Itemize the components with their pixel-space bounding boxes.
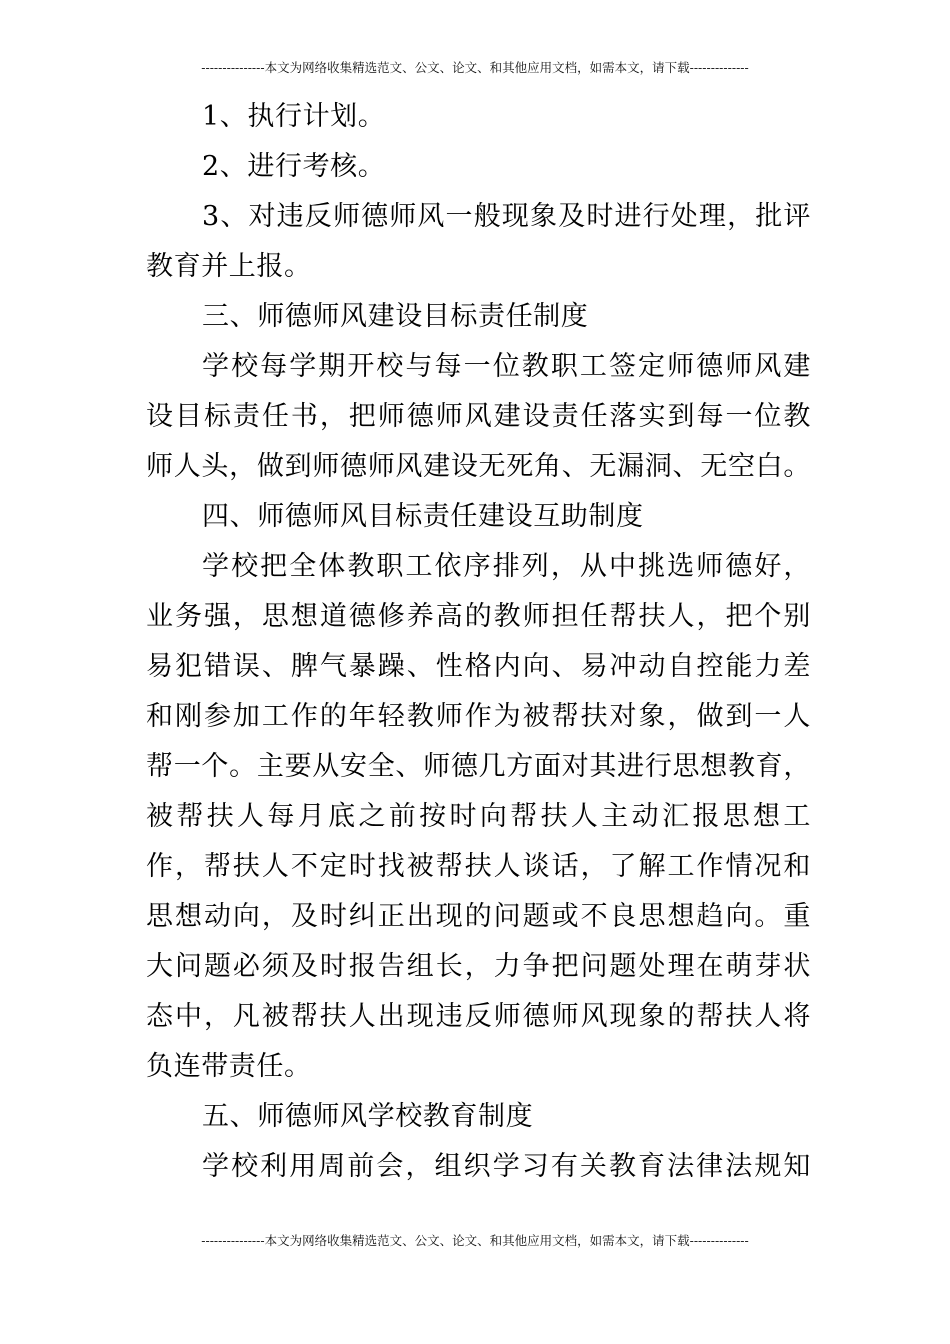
header-note: ---------------本文为网络收集精选范文、公文、论文、和其他应用文档，如需本文，请下载-------------- bbox=[201, 60, 749, 75]
paragraph-line: 大问题必须及时报告组长，力争把问题处理在萌芽状 bbox=[146, 951, 811, 982]
paragraph-line: 设目标责任书，把师德师风建设责任落实到每一位教 bbox=[146, 401, 811, 432]
paragraph-line: 态中，凡被帮扶人出现违反师德师风现象的帮扶人将 bbox=[146, 1001, 811, 1032]
paragraph-line: 和刚参加工作的年轻教师作为被帮扶对象，做到一人 bbox=[146, 701, 811, 732]
section-heading-5: 五、师德师风学校教育制度 bbox=[202, 1101, 534, 1132]
paragraph-line: 思想动向，及时纠正出现的问题或不良思想趋向。重 bbox=[146, 901, 811, 932]
paragraph-line: 被帮扶人每月底之前按时向帮扶人主动汇报思想工 bbox=[146, 801, 811, 832]
paragraph-line: 负连带责任。 bbox=[146, 1051, 312, 1082]
paragraph-line: 学校每学期开校与每一位教职工签定师德师风建 bbox=[202, 351, 811, 382]
list-item-assessment: 2、进行考核。 bbox=[202, 151, 386, 182]
section-heading-4: 四、师德师风目标责任建设互助制度 bbox=[202, 501, 644, 532]
list-item-handle-violations: 3、对违反师德师风一般现象及时进行处理，批评 bbox=[202, 201, 811, 232]
section-heading-3: 三、师德师风建设目标责任制度 bbox=[202, 301, 589, 332]
list-item-execute-plan: 1、执行计划。 bbox=[202, 101, 386, 132]
paragraph-line: 教育并上报。 bbox=[146, 251, 312, 282]
footer-note: ---------------本文为网络收集精选范文、公文、论文、和其他应用文档，如需本文，请下载-------------- bbox=[201, 1233, 749, 1248]
paragraph-line: 作，帮扶人不定时找被帮扶人谈话，了解工作情况和 bbox=[146, 851, 811, 882]
paragraph-line: 学校利用周前会，组织学习有关教育法律法规知 bbox=[202, 1151, 811, 1182]
paragraph-line: 业务强，思想道德修养高的教师担任帮扶人，把个别 bbox=[146, 601, 811, 632]
paragraph-line: 易犯错误、脾气暴躁、性格内向、易冲动自控能力差 bbox=[146, 651, 811, 682]
paragraph-line: 学校把全体教职工依序排列，从中挑选师德好， bbox=[202, 551, 811, 582]
paragraph-line: 帮一个。主要从安全、师德几方面对其进行思想教育， bbox=[146, 751, 811, 782]
paragraph-line: 师人头，做到师德师风建设无死角、无漏洞、无空白。 bbox=[146, 451, 811, 482]
